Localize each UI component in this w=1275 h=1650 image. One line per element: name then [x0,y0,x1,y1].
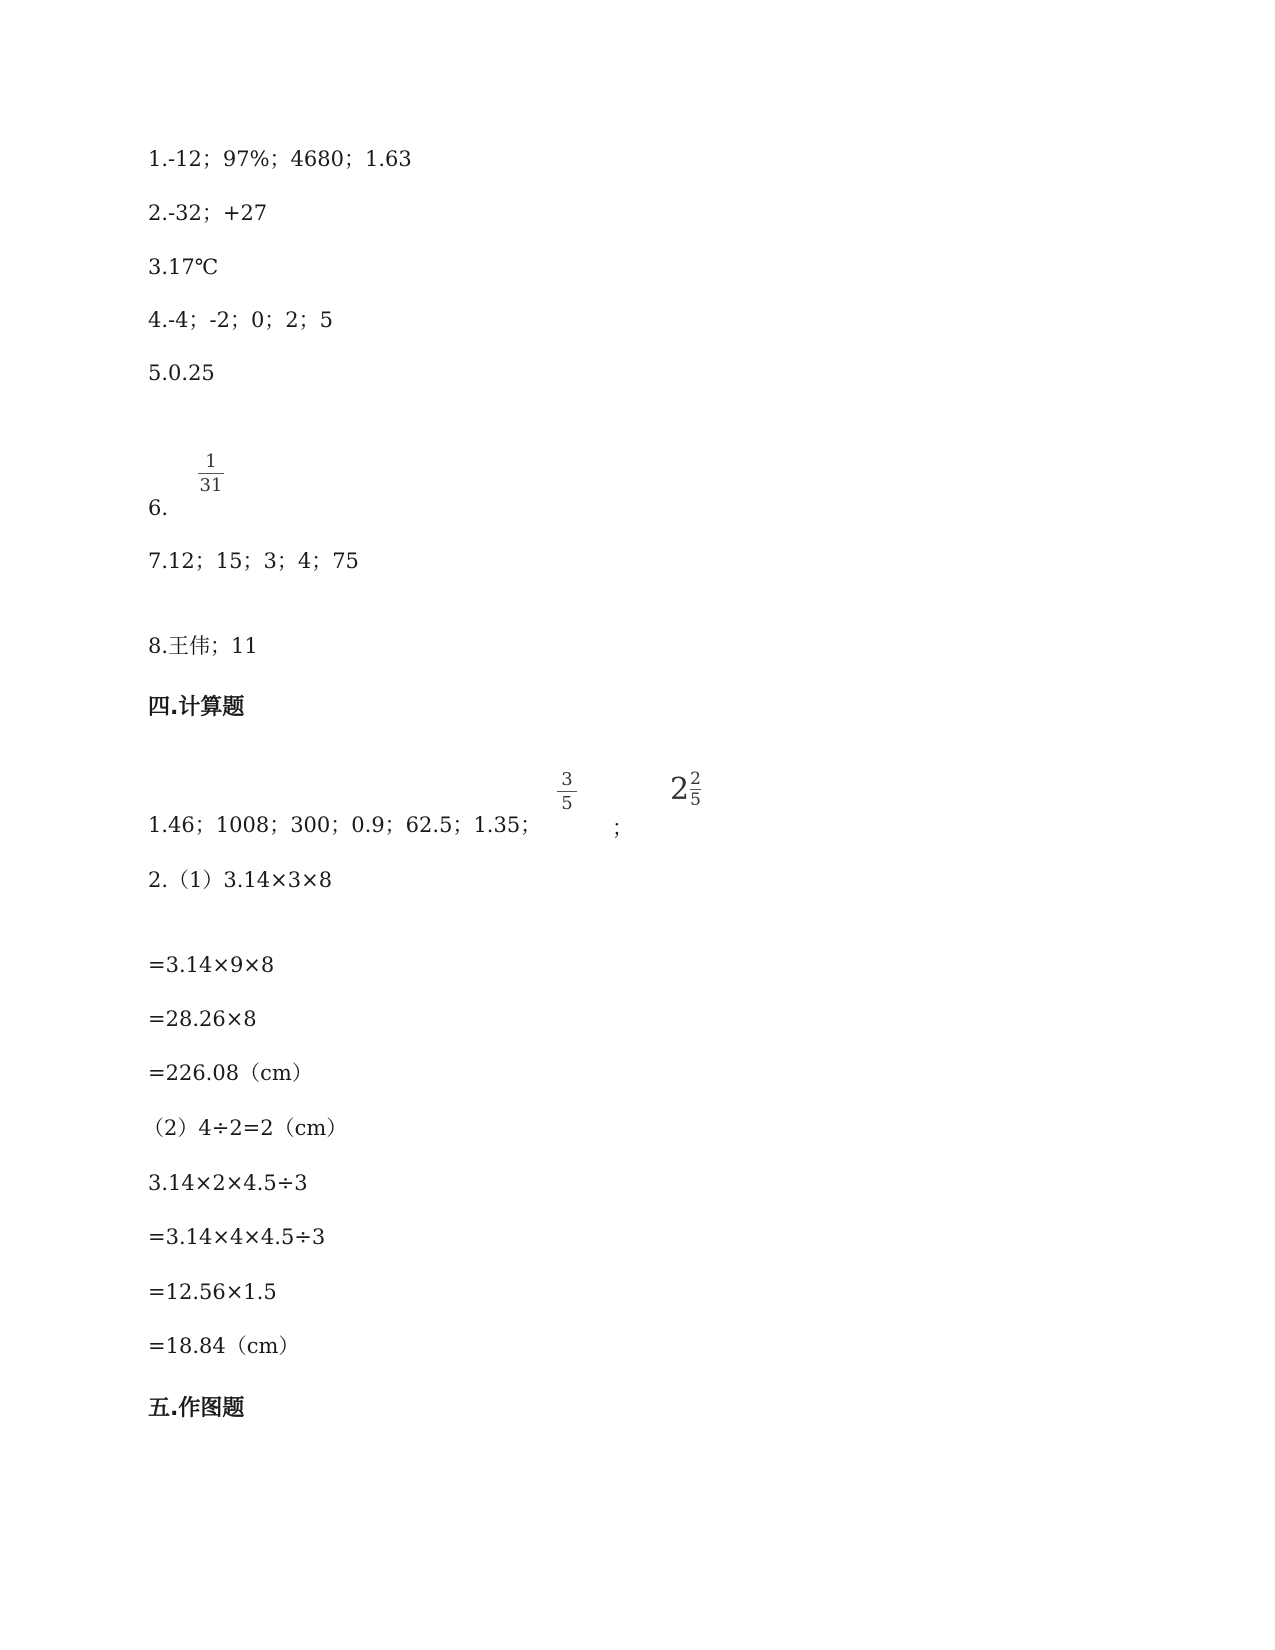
fraction-denominator: 5 [561,793,573,814]
section-heading-drawing: 五.作图题 [148,1396,245,1421]
answer-line-6: 6. [148,496,169,520]
calc-line-2-2: =3.14×9×8 [148,953,275,977]
calc-line-2-5: （2）4÷2=2（cm） [143,1116,348,1140]
answer-line-7: 7.12；15；3；4；75 [148,549,359,573]
fraction-numerator: 1 [205,451,217,472]
answer-line-4: 4.-4；-2；0；2；5 [148,308,334,332]
fraction-bar [557,791,577,792]
fraction-numerator: 2 [690,769,701,789]
answer-line-2: 2.-32；+27 [148,201,268,225]
calc-line-2-3: =28.26×8 [148,1007,257,1031]
answer-line-5: 5.0.25 [148,361,215,385]
answer-line-8: 8.王伟；11 [148,634,258,658]
fraction-numerator: 3 [561,769,573,790]
calc-line-2-1: 2.（1）3.14×3×8 [148,868,333,892]
fraction-calc-a [557,770,577,814]
answer-line-1: 1.-12；97%；4680；1.63 [148,147,412,171]
calc-line-2-4: =226.08（cm） [148,1061,313,1085]
mixed-fraction-part [690,770,701,809]
calc-line-2-7: =3.14×4×4.5÷3 [148,1225,326,1249]
fraction-bar [198,473,224,474]
calc-line-2-8: =12.56×1.5 [148,1280,277,1304]
calc-line-1: 1.46；1008；300；0.9；62.5；1.35； [148,813,542,837]
mixed-fraction-calc-b [670,770,701,809]
answer-line-3: 3.17℃ [148,255,219,279]
mixed-whole: 2 [670,772,690,807]
section-heading-calculation: 四.计算题 [148,695,245,720]
fraction-denominator: 31 [199,475,223,496]
fraction-q6 [198,452,224,496]
calc-line-2-6: 3.14×2×4.5÷3 [148,1171,308,1195]
calc-line-1-separator: ； [612,816,633,840]
fraction-denominator: 5 [690,790,701,810]
calc-line-2-9: =18.84（cm） [148,1334,300,1358]
